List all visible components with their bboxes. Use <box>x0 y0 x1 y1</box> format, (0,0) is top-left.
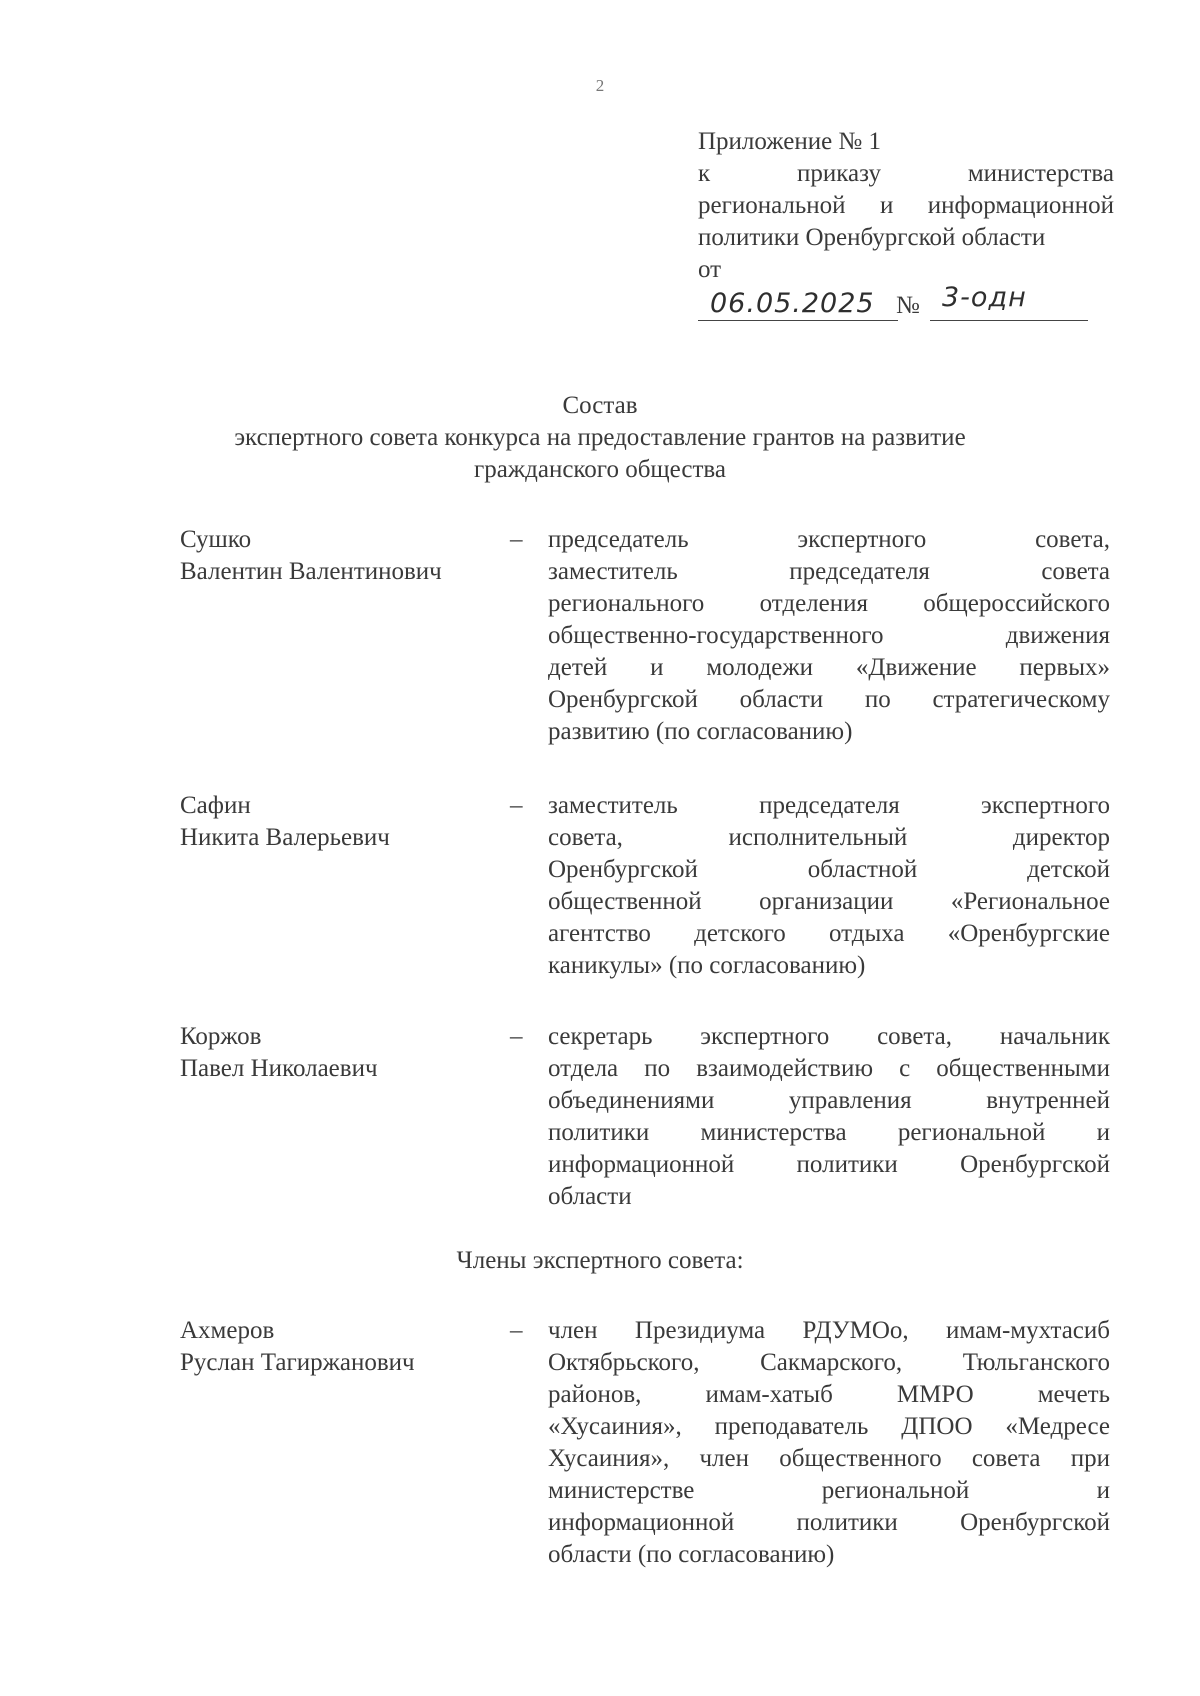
appendix-line: политики Оренбургской области <box>698 224 1046 251</box>
member-name <box>180 1021 500 1085</box>
appendix-title: Приложение № 1 <box>698 128 882 155</box>
dash: – <box>510 792 523 819</box>
appendix-line: к приказу министерства <box>698 160 1114 187</box>
desc-line: заместитель председателя совета <box>548 558 1110 585</box>
title-line: экспертного совета конкурса на предоставление грантов на развитие <box>234 424 966 451</box>
desc-line: районов, имам-хатыб ММРО мечеть <box>548 1381 1110 1408</box>
desc-line: области <box>548 1183 632 1210</box>
member-description <box>548 790 1110 982</box>
title-line: гражданского общества <box>474 456 726 483</box>
desc-line: заместитель председателя экспертного <box>548 792 1110 819</box>
member-name <box>180 524 500 588</box>
page-number: 2 <box>595 76 605 95</box>
member-given-name: Павел Николаевич <box>180 1055 378 1082</box>
dash: – <box>510 1317 523 1344</box>
member-description <box>548 524 1110 748</box>
order-date-number <box>698 282 1088 324</box>
title-line: Состав <box>562 392 638 419</box>
members-heading: Члены экспертного совета: <box>456 1247 744 1274</box>
desc-line: информационной политики Оренбургской <box>548 1509 1110 1536</box>
appendix-header <box>698 126 1114 286</box>
desc-line: Оренбургской области по стратегическому <box>548 686 1110 713</box>
desc-line: политики министерства региональной и <box>548 1119 1110 1146</box>
member-surname: Сушко <box>180 526 252 553</box>
desc-line: совета, исполнительный директор <box>548 824 1110 851</box>
desc-line: регионального отделения общероссийского <box>548 590 1110 617</box>
desc-line: Хусаиния», член общественного совета при <box>548 1445 1110 1472</box>
desc-line: секретарь экспертного совета, начальник <box>548 1023 1110 1050</box>
desc-line: области (по согласованию) <box>548 1541 835 1568</box>
member-description <box>548 1021 1110 1213</box>
date-underline <box>698 320 898 321</box>
desc-line: общественной организации «Региональное <box>548 888 1110 915</box>
handwritten-date: 06.05.2025 <box>710 288 875 319</box>
desc-line: отдела по взаимодействию с общественными <box>548 1055 1110 1082</box>
member-surname: Сафин <box>180 792 251 819</box>
desc-line: общественно-государственного движения <box>548 622 1110 649</box>
number-underline <box>930 320 1088 321</box>
document-title <box>0 390 1200 486</box>
member-given-name: Руслан Тагиржанович <box>180 1349 415 1376</box>
desc-line: агентство детского отдыха «Оренбургские <box>548 920 1110 947</box>
desc-line: Октябрьского, Сакмарского, Тюльганского <box>548 1349 1110 1376</box>
dash: – <box>510 526 523 553</box>
member-given-name: Никита Валерьевич <box>180 824 390 851</box>
appendix-line: от <box>698 256 722 283</box>
number-label: № <box>896 292 920 319</box>
member-given-name: Валентин Валентинович <box>180 558 442 585</box>
desc-line: член Президиума РДУМОо, имам-мухтасиб <box>548 1317 1110 1344</box>
desc-line: объединениями управления внутренней <box>548 1087 1110 1114</box>
member-surname: Ахмеров <box>180 1317 275 1344</box>
desc-line: детей и молодежи «Движение первых» <box>548 654 1110 681</box>
desc-line: «Хусаиния», преподаватель ДПОО «Медресе <box>548 1413 1110 1440</box>
handwritten-number: 3-одн <box>942 282 1027 313</box>
member-surname: Коржов <box>180 1023 262 1050</box>
member-description <box>548 1315 1110 1571</box>
appendix-line: региональной и информационной <box>698 192 1114 219</box>
desc-line: каникулы» (по согласованию) <box>548 952 866 979</box>
desc-line: Оренбургской областной детской <box>548 856 1110 883</box>
desc-line: информационной политики Оренбургской <box>548 1151 1110 1178</box>
member-name <box>180 790 500 854</box>
desc-line: председатель экспертного совета, <box>548 526 1110 553</box>
desc-line: развитию (по согласованию) <box>548 718 853 745</box>
dash: – <box>510 1023 523 1050</box>
member-name <box>180 1315 500 1379</box>
desc-line: министерстве региональной и <box>548 1477 1110 1504</box>
